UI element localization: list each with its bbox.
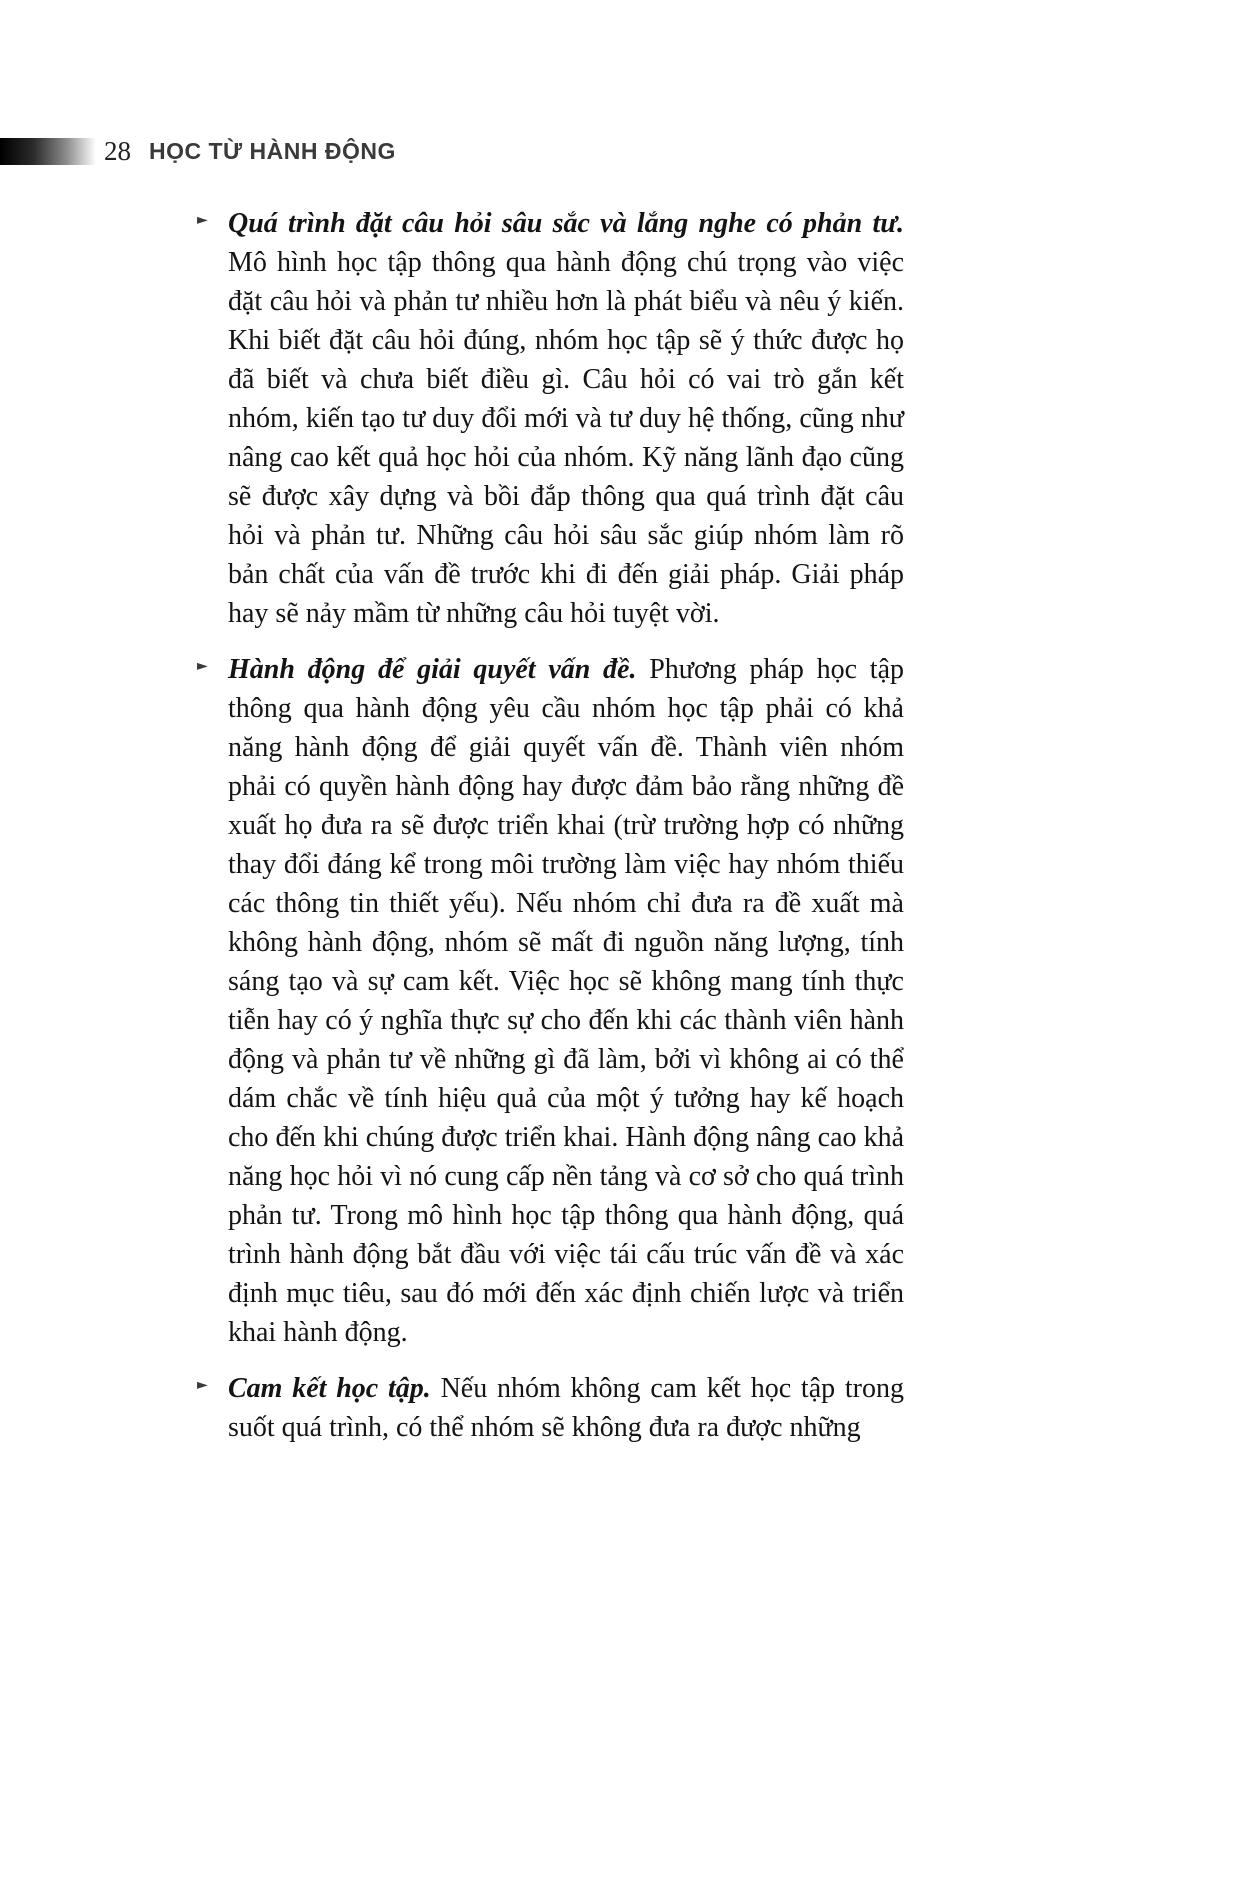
bullet-body-text: Nếu nhóm không cam kết học tập trong suốt quá trình, có thể nhóm sẽ không đưa ra được những bbox=[228, 1373, 904, 1443]
bullet-lead: Hành động để giải quyết vấn đề. bbox=[228, 654, 637, 685]
bullet-triangle-icon: ► bbox=[197, 212, 208, 228]
bullet-item-questioning bbox=[197, 204, 904, 633]
bullet-body-text: Phương pháp học tập thông qua hành động yêu cầu nhóm học tập phải có khả năng hành động để giải quyết vấn đề. Thành viên nhóm phải có quyền hành động hay được đảm bảo rằng những đề xuất họ đưa ra sẽ được triển khai (trừ trường hợp có những thay đổi đáng kể trong môi trường làm việc hay nhóm thiếu các thông tin thiết yếu). Nếu nhóm chỉ đưa ra đề xuất mà không hành động, nhóm sẽ mất đi nguồn năng lượng, tính sáng tạo và sự cam kết. Việc học sẽ không mang tính thực tiễn hay có ý nghĩa thực sự cho đến khi các thành viên hành động và phản tư về những gì đã làm, bởi vì không ai có thể dám chắc về tính hiệu quả của một ý tưởng hay kế hoạch cho đến khi chúng được triển khai. Hành động nâng cao khả năng học hỏi vì nó cung cấp nền tảng và cơ sở cho quá trình phản tư. Trong mô hình học tập thông qua hành động, quá trình hành động bắt đầu với việc tái cấu trúc vấn đề và xác định mục tiêu, sau đó mới đến xác định chiến lược và triển khai hành động. bbox=[228, 654, 904, 1348]
running-title: HỌC TỪ HÀNH ĐỘNG bbox=[149, 137, 396, 164]
bullet-item-commitment bbox=[197, 1369, 904, 1447]
bullet-triangle-icon: ► bbox=[197, 1377, 208, 1393]
bullet-triangle-icon: ► bbox=[197, 658, 208, 674]
bullet-body-text: Mô hình học tập thông qua hành động chú trọng vào việc đặt câu hỏi và phản tư nhiều hơn là phát biểu và nêu ý kiến. Khi biết đặt câu hỏi đúng, nhóm học tập sẽ ý thức được họ đã biết và chưa biết điều gì. Câu hỏi có vai trò gắn kết nhóm, kiến tạo tư duy đổi mới và tư duy hệ thống, cũng như nâng cao kết quả học hỏi của nhóm. Kỹ năng lãnh đạo cũng sẽ được xây dựng và bồi đắp thông qua quá trình đặt câu hỏi và phản tư. Những câu hỏi sâu sắc giúp nhóm làm rõ bản chất của vấn đề trước khi đi đến giải pháp. Giải pháp hay sẽ nảy mầm từ những câu hỏi tuyệt vời. bbox=[228, 247, 904, 629]
page-number: 28 bbox=[104, 135, 131, 166]
bullet-paragraph bbox=[228, 1369, 904, 1447]
header-gradient-bar bbox=[0, 138, 96, 165]
bullet-paragraph bbox=[228, 204, 904, 633]
bullet-item-action bbox=[197, 650, 904, 1352]
page-header bbox=[0, 136, 1245, 166]
page-body bbox=[197, 204, 904, 1464]
bullet-paragraph bbox=[228, 650, 904, 1352]
bullet-lead: Cam kết học tập. bbox=[228, 1373, 431, 1404]
bullet-lead: Quá trình đặt câu hỏi sâu sắc và lắng nghe có phản tư. bbox=[228, 208, 904, 239]
